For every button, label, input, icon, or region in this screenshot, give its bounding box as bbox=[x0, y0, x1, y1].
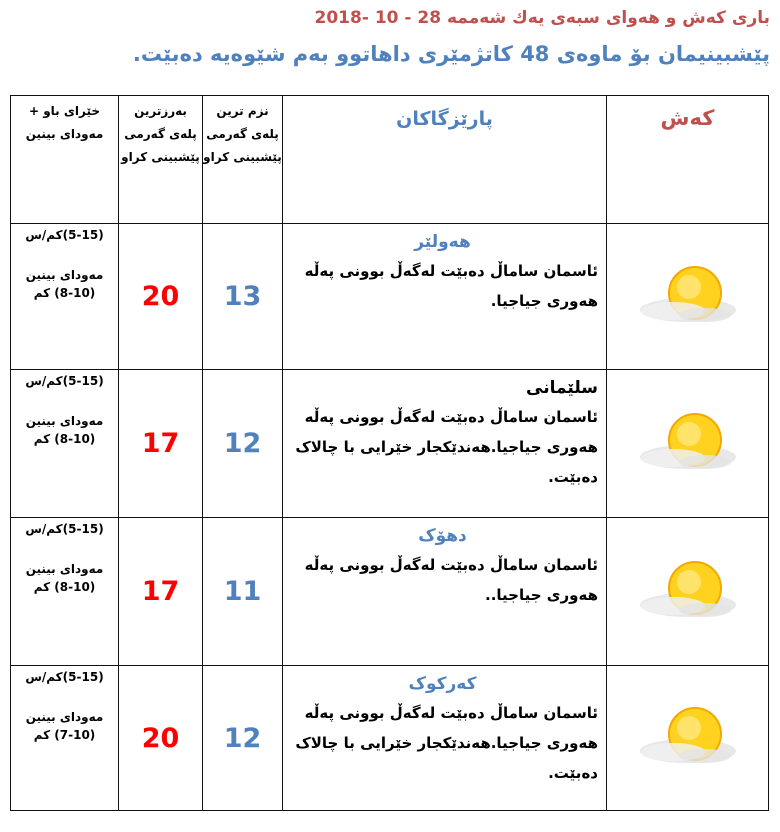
weather-icon-cell bbox=[607, 370, 769, 518]
col-header-wind: خێرای باو + مەودای بینین bbox=[11, 96, 119, 224]
table-row bbox=[11, 518, 769, 666]
col-header-weather: کەش bbox=[607, 96, 769, 224]
weather-description: ئاسمان ساماڵ دەبێت لەگەڵ بوونی پەڵە هەوری جیاجیا.هەندێکجار خێرایی با چالاک دەبێت. bbox=[295, 704, 598, 782]
page-title: بارى كەش و هەواى سبەى يەك شەممە 28 - 10 -2018 bbox=[314, 8, 770, 28]
city-name: کەرکوک bbox=[408, 674, 477, 694]
city-name: سلێمانی bbox=[526, 378, 598, 398]
max-temp: 20 bbox=[119, 666, 203, 811]
col-header-province: پارێزگاکان bbox=[283, 96, 607, 224]
max-temp: 17 bbox=[119, 370, 203, 518]
weather-description: ئاسمان ساماڵ دەبێت لەگەڵ بوونی پەڵە هەوری جیاجیا.هەندێکجار خێرایی با چالاک دەبێت. bbox=[295, 408, 598, 486]
weather-description: ئاسمان ساماڵ دەبێت لەگەڵ بوونی پەڵە هەوری جیاجیا.. bbox=[304, 556, 598, 604]
visibility-label: مەودای بینین bbox=[25, 710, 104, 724]
forecast-table bbox=[10, 95, 769, 811]
col-header-max: بەرزترین پلەی گەرمی پێشبینی کراو bbox=[119, 96, 203, 224]
city-name: دهۆک bbox=[418, 526, 467, 546]
sun-cloud-icon bbox=[633, 550, 743, 630]
visibility-label: مەودای بینین bbox=[25, 268, 104, 282]
province-cell bbox=[283, 370, 607, 518]
page-subtitle: پێشبینیمان بۆ ماوەی 48 کاتژمێری داهاتوو بەم شێوەیە دەبێت. bbox=[132, 42, 770, 66]
weather-icon-cell bbox=[607, 224, 769, 370]
visibility-range: (8-10) کم bbox=[33, 580, 96, 594]
min-temp: 12 bbox=[203, 370, 283, 518]
min-temp: 11 bbox=[203, 518, 283, 666]
weather-description: ئاسمان ساماڵ دەبێت لەگەڵ بوونی پەڵە هەوری جیاجیا. bbox=[304, 262, 598, 310]
weather-icon-cell bbox=[607, 666, 769, 811]
max-temp: 20 bbox=[119, 224, 203, 370]
visibility-range: (7-10) کم bbox=[33, 728, 96, 742]
wind-visibility-cell bbox=[11, 370, 119, 518]
min-temp: 13 bbox=[203, 224, 283, 370]
weather-icon-cell bbox=[607, 518, 769, 666]
sun-cloud-icon bbox=[633, 255, 743, 335]
wind-speed: (5-15)کم/س bbox=[25, 670, 104, 684]
visibility-range: (8-10) کم bbox=[33, 432, 96, 446]
wind-visibility-cell bbox=[11, 224, 119, 370]
col-header-min: نزم ترین پلەی گەرمی پێشبینی کراو bbox=[203, 96, 283, 224]
visibility-label: مەودای بینین bbox=[25, 562, 104, 576]
province-cell bbox=[283, 224, 607, 370]
wind-speed: (5-15)کم/س bbox=[25, 374, 104, 388]
wind-visibility-cell bbox=[11, 518, 119, 666]
header-row bbox=[11, 96, 769, 224]
table-row bbox=[11, 224, 769, 370]
wind-speed: (5-15)کم/س bbox=[25, 522, 104, 536]
province-cell bbox=[283, 666, 607, 811]
max-temp: 17 bbox=[119, 518, 203, 666]
table-row bbox=[11, 666, 769, 811]
table-row bbox=[11, 370, 769, 518]
wind-speed: (5-15)کم/س bbox=[25, 228, 104, 242]
visibility-label: مەودای بینین bbox=[25, 414, 104, 428]
sun-cloud-icon bbox=[633, 696, 743, 776]
visibility-range: (8-10) کم bbox=[33, 286, 96, 300]
sun-cloud-icon bbox=[633, 402, 743, 482]
province-cell bbox=[283, 518, 607, 666]
min-temp: 12 bbox=[203, 666, 283, 811]
wind-visibility-cell bbox=[11, 666, 119, 811]
city-name: هەولێر bbox=[414, 232, 471, 252]
